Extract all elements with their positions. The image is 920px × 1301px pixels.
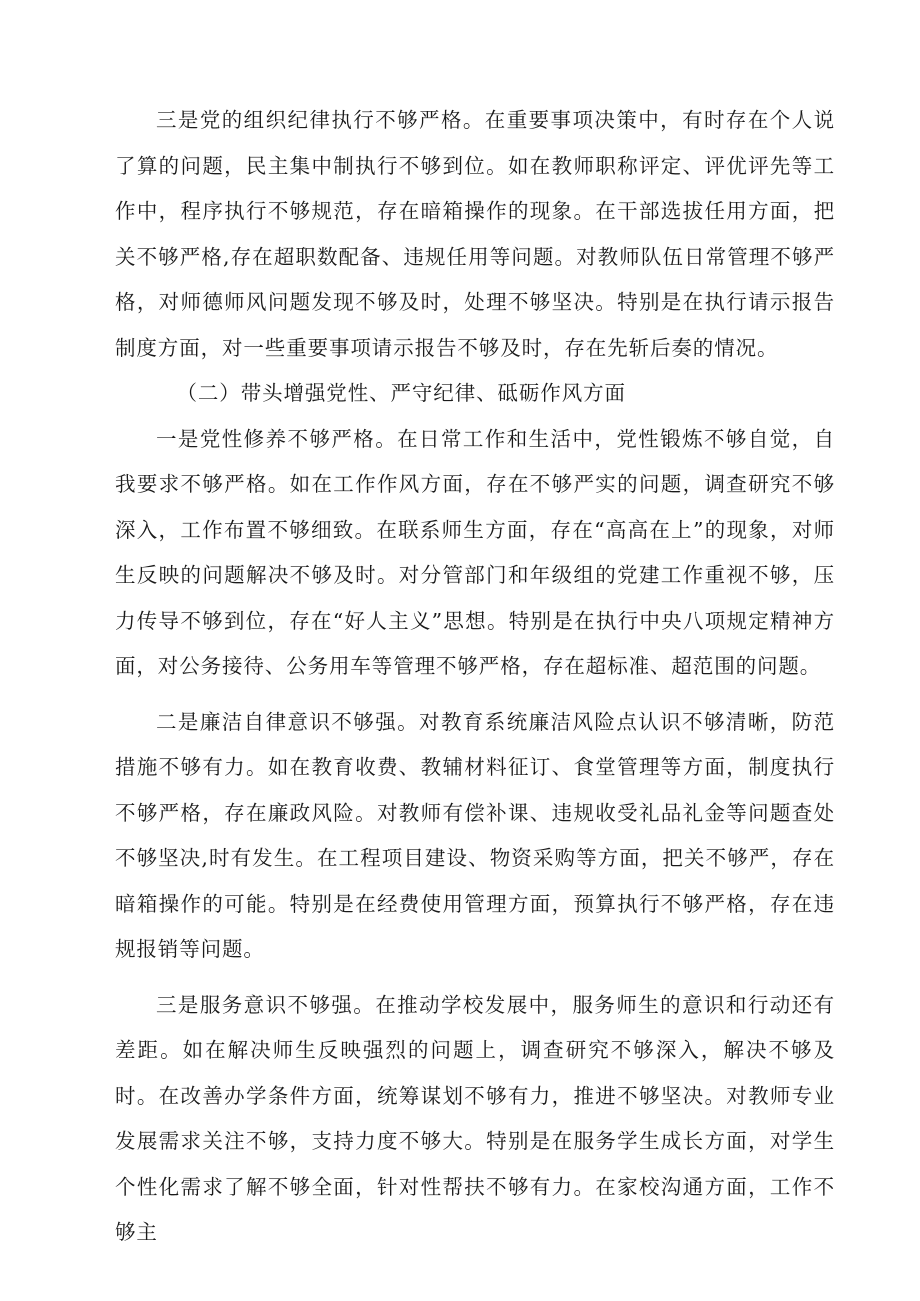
- paragraph-service-awareness: 三是服务意识不够强。在推动学校发展中，服务师生的意识和行动还有差距。如在解决师生反映强烈的问题上，调查研究不够深入，解决不够及时。在改善办学条件方面，统筹谋划不够有力，推进不够坚决。对教师专业发展需求关注不够，支持力度不够大。特别是在服务学生成长方面，对学生个性化需求了解不够全面，针对性帮扶不够有力。在家校沟通方面，工作不够主: [115, 992, 835, 1244]
- paragraph-organizational-discipline: 三是党的组织纪律执行不够严格。在重要事项决策中，有时存在个人说了算的问题，民主集中制执行不够到位。如在教师职称评定、评优评先等工作中，程序执行不够规范，存在暗箱操作的现象。在干部选拔任用方面，把关不够严格,存在超职数配备、违规任用等问题。对教师队伍日常管理不够严格，对师德师风问题发现不够及时，处理不够坚决。特别是在执行请示报告制度方面，对一些重要事项请示报告不够及时，存在先斩后奏的情况。: [115, 108, 835, 360]
- document-body: [115, 98, 835, 1256]
- paragraph-integrity-awareness: 二是廉洁自律意识不够强。对教育系统廉洁风险点认识不够清晰，防范措施不够有力。如在教育收费、教辅材料征订、食堂管理等方面，制度执行不够严格，存在廉政风险。对教师有偿补课、违规收受礼品礼金等问题查处不够坚决,时有发生。在工程项目建设、物资采购等方面，把关不够严，存在暗箱操作的可能。特别是在经费使用管理方面，预算执行不够严格，存在违规报销等问题。: [115, 709, 835, 961]
- paragraph-party-cultivation: 一是党性修养不够严格。在日常工作和生活中，党性锻炼不够自觉，自我要求不够严格。如在工作作风方面，存在不够严实的问题，调查研究不够深入，工作布置不够细致。在联系师生方面，存在“高高在上”的现象，对师生反映的问题解决不够及时。对分管部门和年级组的党建工作重视不够，压力传导不够到位，存在“好人主义”思想。特别是在执行中央八项规定精神方面，对公务接待、公务用车等管理不够严格，存在超标准、超范围的问题。: [115, 426, 835, 678]
- section-heading-party-spirit: （二）带头增强党性、严守纪律、砥砺作风方面: [176, 381, 626, 405]
